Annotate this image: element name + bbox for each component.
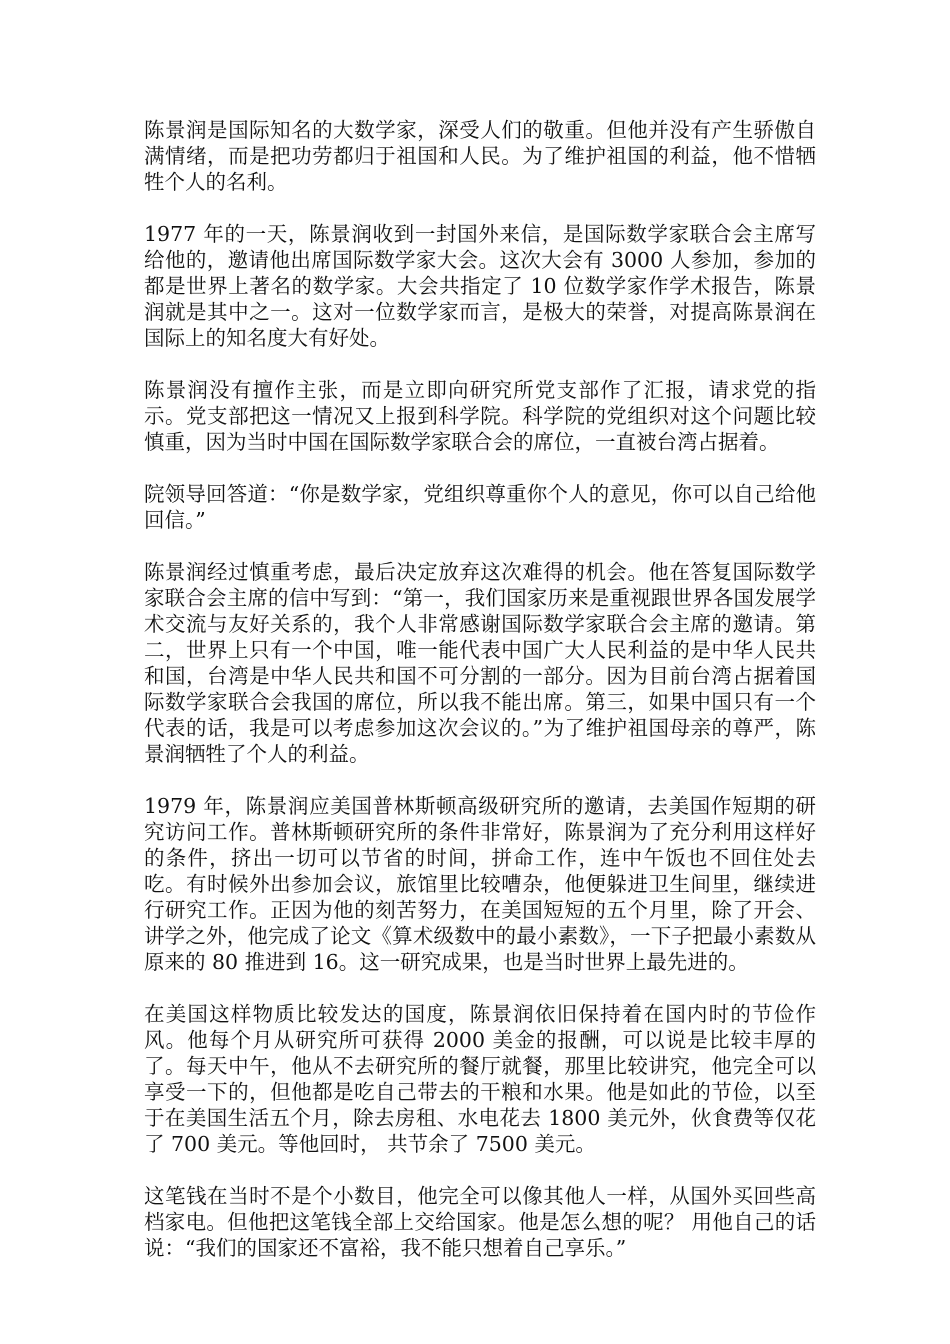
- paragraph-2: 1977 年的一天，陈景润收到一封国外来信，是国际数学家联合会主席写给他的，邀请他出席国际数学家大会。这次大会有 3000 人参加，参加的都是世界上著名的数学家。大会共指定了 10 位数学家作学术报告，陈景润就是其中之一。这对一位数学家而言，是极大的荣誉，对提高陈景润在国际上的知名度大有好处。: [144, 222, 816, 350]
- paragraph-1: 陈景润是国际知名的大数学家，深受人们的敬重。但他并没有产生骄傲自满情绪，而是把功劳都归于祖国和人民。为了维护祖国的利益，他不惜牺牲个人的名利。: [144, 118, 816, 194]
- article-body: [144, 117, 816, 1287]
- paragraph-7: 在美国这样物质比较发达的国度，陈景润依旧保持着在国内时的节俭作风。他每个月从研究所可获得 2000 美金的报酬，可以说是比较丰厚的了。每天中午，他从不去研究所的餐厅就餐，那里比较讲究，他完全可以享受一下的，但他都是吃自己带去的干粮和水果。他是如此的节俭，以至于在美国生活五个月，除去房租、水电花去 1800 美元外，伙食费等仅花了 700 美元。等他回时， 共节余了 7500 美元。: [144, 1002, 816, 1156]
- paragraph-6: 1979 年，陈景润应美国普林斯顿高级研究所的邀请，去美国作短期的研究访问工作。普林斯顿研究所的条件非常好，陈景润为了充分利用这样好的条件，挤出一切可以节省的时间，拼命工作，连中午饭也不回住处去吃。有时候外出参加会议，旅馆里比较嘈杂，他便躲进卫生间里，继续进行研究工作。正因为他的刻苦努力，在美国短短的五个月里，除了开会、讲学之外，他完成了论文《算术级数中的最小素数》，一下子把最小素数从原来的 80 推进到 16。这一研究成果，也是当时世界上最先进的。: [144, 794, 816, 974]
- paragraph-3: 陈景润没有擅作主张，而是立即向研究所党支部作了汇报，请求党的指示。党支部把这一情况又上报到科学院。科学院的党组织对这个问题比较慎重，因为当时中国在国际数学家联合会的席位，一直被台湾占据着。: [144, 378, 816, 454]
- paragraph-4: 院领导回答道：“你是数学家，党组织尊重你个人的意见，你可以自己给他回信。”: [144, 482, 816, 532]
- paragraph-8: 这笔钱在当时不是个小数目，他完全可以像其他人一样，从国外买回些高档家电。但他把这笔钱全部上交给国家。他是怎么想的呢？ 用他自己的话说：“我们的国家还不富裕，我不能只想着自己享乐。”: [144, 1184, 816, 1260]
- paragraph-5: 陈景润经过慎重考虑，最后决定放弃这次难得的机会。他在答复国际数学家联合会主席的信中写到：“第一，我们国家历来是重视跟世界各国发展学术交流与友好关系的，我个人非常感谢国际数学家联合会主席的邀请。第二，世界上只有一个中国，唯一能代表中国广大人民利益的是中华人民共和国，台湾是中华人民共和国不可分割的一部分。因为目前台湾占据着国际数学家联合会我国的席位，所以我不能出席。第三，如果中国只有一个代表的话，我是可以考虑参加这次会议的。”为了维护祖国母亲的尊严，陈景润牺牲了个人的利益。: [144, 560, 816, 766]
